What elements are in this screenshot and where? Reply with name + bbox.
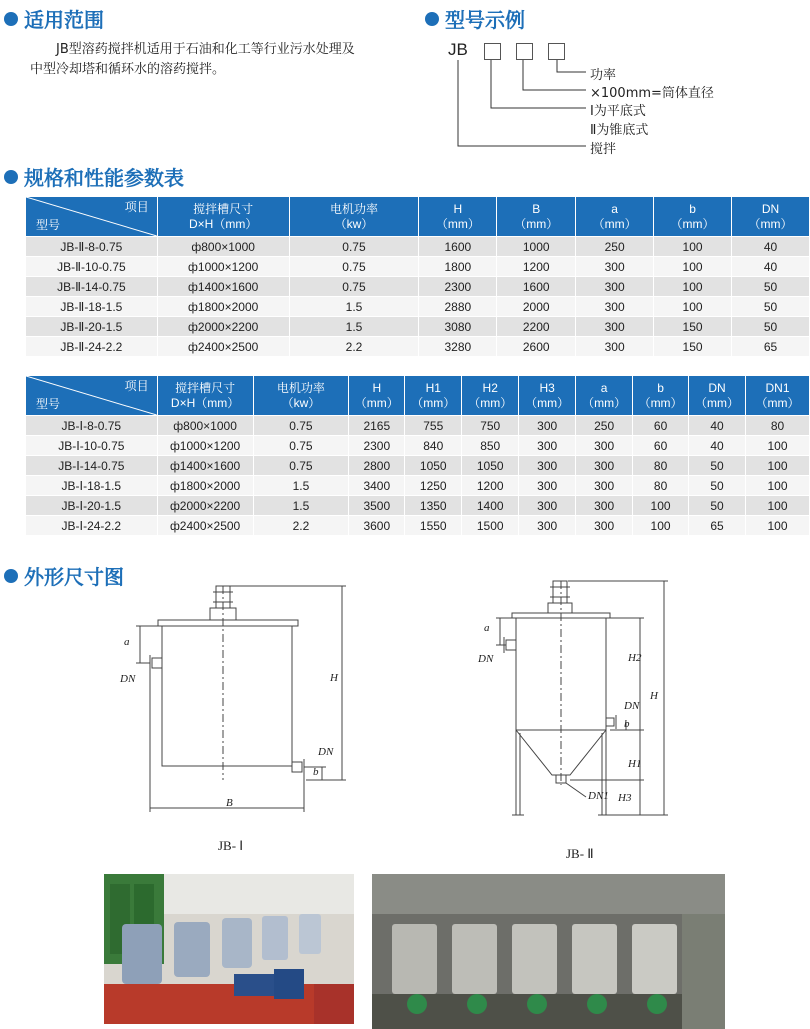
value-cell: 40 (689, 436, 746, 456)
value-cell: 40 (689, 416, 746, 436)
spec-table-type-1 (25, 375, 810, 536)
col-header: a （mm） (576, 197, 654, 237)
table-row (26, 277, 810, 297)
jb1-label-a: a (124, 636, 130, 648)
jb1-label-b-big: B (226, 797, 233, 809)
value-cell: 50 (689, 456, 746, 476)
value-cell: ф1800×2000 (157, 476, 253, 496)
value-cell: 300 (576, 456, 633, 476)
value-cell: 300 (576, 496, 633, 516)
model-section-title (425, 4, 525, 33)
jb2-label-h: H (650, 690, 658, 702)
bullet-dot-icon (425, 12, 439, 26)
value-cell: 300 (519, 476, 576, 496)
value-cell: 2880 (419, 297, 497, 317)
value-cell: 100 (654, 257, 732, 277)
table-row (26, 516, 810, 536)
value-cell: 1200 (497, 257, 576, 277)
bullet-dot-icon (4, 12, 18, 26)
col-header: H （mm） (349, 376, 405, 416)
table-row (26, 476, 810, 496)
model-cell: JB-Ⅱ-8-0.75 (26, 237, 158, 257)
jb2-label-h2: H2 (628, 652, 642, 664)
scope-section-title (4, 4, 104, 33)
value-cell: 0.75 (253, 416, 349, 436)
table-row (26, 257, 810, 277)
value-cell: 100 (633, 516, 689, 536)
spec-title: 规格和性能参数表 (24, 166, 184, 190)
col-header: b （mm） (633, 376, 689, 416)
value-cell: 1200 (462, 476, 519, 496)
model-label-cone: Ⅱ为锥底式 (590, 123, 649, 138)
value-cell: 1.5 (289, 317, 419, 337)
value-cell: 2300 (419, 277, 497, 297)
value-cell: 3500 (349, 496, 405, 516)
model-label-flat: Ⅰ为平底式 (590, 104, 646, 119)
value-cell: ф800×1000 (157, 416, 253, 436)
value-cell: 2600 (497, 337, 576, 357)
table-row (26, 496, 810, 516)
value-cell: 80 (633, 456, 689, 476)
jb1-label-b-small: b (313, 766, 319, 778)
col-header: H3 （mm） (519, 376, 576, 416)
value-cell: 1500 (462, 516, 519, 536)
col-header: DN （mm） (732, 197, 810, 237)
model-label-power: 功率 (590, 68, 617, 83)
value-cell: 50 (689, 496, 746, 516)
model-leader-lines (450, 58, 600, 158)
value-cell: ф800×1000 (157, 237, 289, 257)
model-label-diameter: ×100mm=筒体直径 (590, 86, 714, 101)
model-cell: JB-Ⅱ-24-2.2 (26, 337, 158, 357)
value-cell: 3280 (419, 337, 497, 357)
value-cell: 1050 (405, 456, 462, 476)
jb2-label-b-small: b (624, 718, 630, 730)
col-header: 电机功率 （kw） (253, 376, 349, 416)
value-cell: 1400 (462, 496, 519, 516)
value-cell: 300 (519, 516, 576, 536)
value-cell: 100 (746, 436, 810, 456)
model-cell: JB-Ⅰ-20-1.5 (26, 496, 158, 516)
value-cell: 50 (732, 317, 810, 337)
value-cell: 1600 (419, 237, 497, 257)
model-cell: JB-Ⅰ-8-0.75 (26, 416, 158, 436)
model-prefix: JB (448, 40, 468, 59)
value-cell: 100 (746, 476, 810, 496)
col-header: H2 （mm） (462, 376, 519, 416)
model-cell: JB-Ⅱ-10-0.75 (26, 257, 158, 277)
value-cell: 2000 (497, 297, 576, 317)
value-cell: 3400 (349, 476, 405, 496)
value-cell: 1.5 (253, 496, 349, 516)
value-cell: 100 (654, 277, 732, 297)
value-cell: 1050 (462, 456, 519, 476)
value-cell: 300 (576, 297, 654, 317)
photo-installation-2 (372, 874, 725, 1029)
table-row (26, 436, 810, 456)
value-cell: 2.2 (289, 337, 419, 357)
value-cell: 50 (732, 297, 810, 317)
value-cell: 2.2 (253, 516, 349, 536)
jb2-caption: JB- Ⅱ (566, 846, 594, 861)
value-cell: 840 (405, 436, 462, 456)
jb2-label-h1: H1 (628, 758, 642, 770)
value-cell: 250 (576, 237, 654, 257)
value-cell: 65 (732, 337, 810, 357)
col-header: H （mm） (419, 197, 497, 237)
value-cell: ф2000×2200 (157, 317, 289, 337)
value-cell: 0.75 (253, 456, 349, 476)
col-header: DN （mm） (689, 376, 746, 416)
photo-installation-1 (104, 874, 354, 1024)
scope-title: 适用范围 (24, 8, 104, 32)
col-header: a （mm） (576, 376, 633, 416)
value-cell: ф2400×2500 (157, 337, 289, 357)
col-header: b （mm） (654, 197, 732, 237)
value-cell: 2800 (349, 456, 405, 476)
value-cell: 300 (519, 436, 576, 456)
value-cell: ф1400×1600 (157, 456, 253, 476)
value-cell: 750 (462, 416, 519, 436)
jb1-label-dn-left: DN (120, 673, 136, 685)
jb2-label-dn-left: DN (478, 653, 494, 665)
value-cell: 1.5 (289, 297, 419, 317)
table-corner-header: 项目 型号 (26, 197, 158, 237)
outline-section-title (4, 561, 124, 590)
value-cell: 80 (633, 476, 689, 496)
value-cell: 1250 (405, 476, 462, 496)
value-cell: 100 (633, 496, 689, 516)
value-cell: ф1000×1200 (157, 257, 289, 277)
spec-section-title (4, 162, 184, 191)
value-cell: ф1000×1200 (157, 436, 253, 456)
table-corner-header: 项目 型号 (26, 376, 158, 416)
col-header: H1 （mm） (405, 376, 462, 416)
value-cell: 300 (576, 436, 633, 456)
value-cell: 0.75 (289, 257, 419, 277)
value-cell: 60 (633, 436, 689, 456)
col-header: 电机功率 （kw） (289, 197, 419, 237)
bullet-dot-icon (4, 170, 18, 184)
table-row (26, 456, 810, 476)
value-cell: 65 (689, 516, 746, 536)
value-cell: 300 (576, 277, 654, 297)
value-cell: 1000 (497, 237, 576, 257)
model-title: 型号示例 (445, 8, 525, 32)
value-cell: 1600 (497, 277, 576, 297)
jb1-caption: JB- Ⅰ (218, 838, 244, 853)
value-cell: 60 (633, 416, 689, 436)
jb2-label-dn1: DN1 (588, 790, 609, 802)
value-cell: 80 (746, 416, 810, 436)
value-cell: 150 (654, 317, 732, 337)
value-cell: 2200 (497, 317, 576, 337)
value-cell: 1550 (405, 516, 462, 536)
value-cell: 0.75 (289, 237, 419, 257)
diagram-jb-1 (110, 580, 360, 820)
value-cell: 150 (654, 337, 732, 357)
outline-title: 外形尺寸图 (24, 565, 124, 589)
value-cell: 0.75 (253, 436, 349, 456)
value-cell: ф1400×1600 (157, 277, 289, 297)
value-cell: ф2000×2200 (157, 496, 253, 516)
value-cell: 2300 (349, 436, 405, 456)
model-label-stir: 搅拌 (590, 142, 617, 157)
value-cell: ф1800×2000 (157, 297, 289, 317)
value-cell: 300 (576, 337, 654, 357)
value-cell: 100 (746, 496, 810, 516)
spec-table-type-2 (25, 196, 810, 357)
value-cell: 300 (576, 317, 654, 337)
col-header: 搅拌槽尺寸 D×H（mm） (157, 197, 289, 237)
jb2-label-h3: H3 (618, 792, 632, 804)
value-cell: 50 (689, 476, 746, 496)
model-cell: JB-Ⅱ-14-0.75 (26, 277, 158, 297)
value-cell: 3600 (349, 516, 405, 536)
table-row (26, 297, 810, 317)
bullet-dot-icon (4, 569, 18, 583)
value-cell: 100 (746, 456, 810, 476)
model-cell: JB-Ⅰ-14-0.75 (26, 456, 158, 476)
value-cell: 100 (654, 297, 732, 317)
model-cell: JB-Ⅰ-10-0.75 (26, 436, 158, 456)
value-cell: 850 (462, 436, 519, 456)
value-cell: 1.5 (253, 476, 349, 496)
model-cell: JB-Ⅰ-24-2.2 (26, 516, 158, 536)
table-row (26, 237, 810, 257)
value-cell: 300 (519, 496, 576, 516)
value-cell: 300 (519, 416, 576, 436)
col-header: 搅拌槽尺寸 D×H（mm） (157, 376, 253, 416)
value-cell: 3080 (419, 317, 497, 337)
table-row (26, 337, 810, 357)
value-cell: 100 (746, 516, 810, 536)
model-cell: JB-Ⅰ-18-1.5 (26, 476, 158, 496)
model-cell: JB-Ⅱ-18-1.5 (26, 297, 158, 317)
jb1-label-dn-right: DN (318, 746, 334, 758)
col-header: B （mm） (497, 197, 576, 237)
value-cell: 300 (576, 476, 633, 496)
value-cell: 50 (732, 277, 810, 297)
value-cell: 755 (405, 416, 462, 436)
value-cell: 1350 (405, 496, 462, 516)
value-cell: 250 (576, 416, 633, 436)
value-cell: 40 (732, 237, 810, 257)
jb2-label-dn-right: DN (624, 700, 640, 712)
value-cell: 300 (576, 516, 633, 536)
value-cell: 100 (654, 237, 732, 257)
value-cell: 300 (576, 257, 654, 277)
value-cell: 1800 (419, 257, 497, 277)
value-cell: 300 (519, 456, 576, 476)
value-cell: 2165 (349, 416, 405, 436)
scope-text: JB型溶药搅拌机适用于石油和化工等行业污水处理及中型冷却塔和循环水的溶药搅拌。 (30, 42, 355, 77)
value-cell: 0.75 (289, 277, 419, 297)
table-row (26, 317, 810, 337)
col-header: DN1 （mm） (746, 376, 810, 416)
jb1-label-h: H (330, 672, 338, 684)
value-cell: ф2400×2500 (157, 516, 253, 536)
jb2-label-a: a (484, 622, 490, 634)
model-cell: JB-Ⅱ-20-1.5 (26, 317, 158, 337)
table-row (26, 416, 810, 436)
value-cell: 40 (732, 257, 810, 277)
